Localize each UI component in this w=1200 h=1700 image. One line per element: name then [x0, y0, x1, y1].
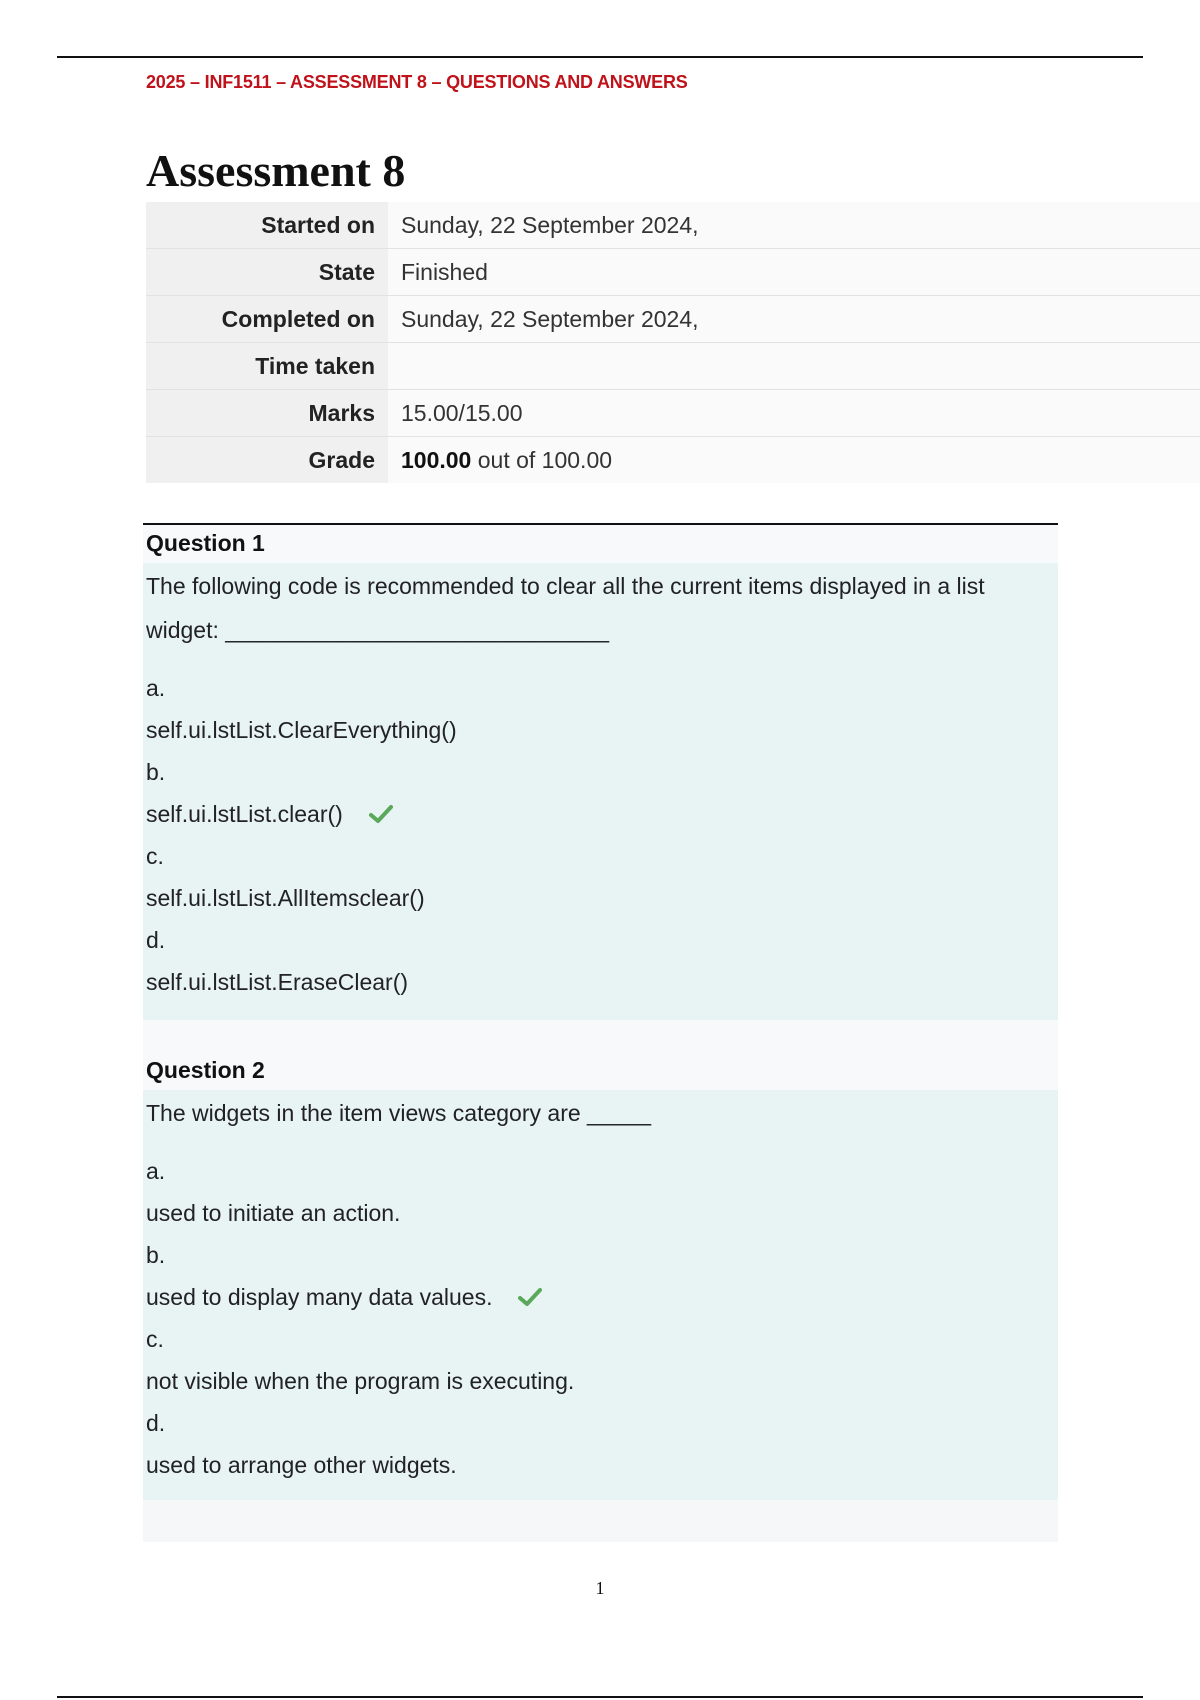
question-body [143, 563, 1058, 1021]
option-letter: d. [146, 927, 166, 953]
summary-row-grade [146, 437, 1200, 483]
question-label: Question 1 [143, 523, 1058, 563]
summary-row-started [146, 202, 1200, 249]
page-title: Assessment 8 [146, 145, 406, 196]
option-text[interactable]: used to arrange other widgets. [146, 1452, 457, 1478]
option-letter: a. [146, 675, 166, 701]
option-text[interactable]: used to display many data values. [146, 1276, 1058, 1318]
summary-value: Sunday, 22 September 2024, [388, 296, 1200, 342]
top-rule [57, 56, 1143, 58]
summary-row-state [146, 249, 1200, 296]
summary-label: Marks [146, 390, 388, 436]
option-letter: a. [146, 1158, 166, 1184]
summary-label: Completed on [146, 296, 388, 342]
option-text[interactable]: not visible when the program is executing. [146, 1368, 575, 1394]
summary-value [388, 437, 1200, 483]
question-2 [143, 1020, 1058, 1542]
summary-value [388, 343, 1200, 389]
summary-value: Finished [388, 249, 1200, 295]
summary-label: Time taken [146, 343, 388, 389]
question-body [143, 1090, 1058, 1500]
option-text[interactable]: self.ui.lstList.EraseClear() [146, 969, 409, 995]
summary-row-completed [146, 296, 1200, 343]
question-label: Question 2 [143, 1020, 1058, 1090]
option-text[interactable]: self.ui.lstList.ClearEverything() [146, 717, 457, 743]
summary-label: Grade [146, 437, 388, 483]
grade-out-of: out of 100.00 [471, 447, 613, 473]
option-letter: d. [146, 1410, 166, 1436]
question-text: widget: ______________________________ [146, 617, 610, 643]
summary-row-time-taken [146, 343, 1200, 390]
checkmark-icon [369, 804, 393, 824]
summary-label: Started on [146, 202, 388, 248]
question-text: The widgets in the item views category are _____ [146, 1100, 651, 1126]
question-1 [143, 523, 1058, 1021]
option-text[interactable]: self.ui.lstList.AllItemsclear() [146, 885, 425, 911]
question-footer-strip [143, 1500, 1058, 1542]
attempt-summary-table [146, 202, 1200, 483]
bottom-rule [57, 1696, 1143, 1698]
option-letter: b. [146, 759, 166, 785]
checkmark-icon [518, 1287, 542, 1307]
option-letter: b. [146, 1242, 166, 1268]
document-header: 2025 – INF1511 – ASSESSMENT 8 – QUESTIONS AND ANSWERS [146, 72, 688, 92]
summary-value: Sunday, 22 September 2024, [388, 202, 1200, 248]
option-text[interactable]: used to initiate an action. [146, 1200, 401, 1226]
option-letter: c. [146, 1326, 164, 1352]
summary-row-marks [146, 390, 1200, 437]
option-letter: c. [146, 843, 164, 869]
page-number: 1 [595, 1578, 605, 1598]
summary-value: 15.00/15.00 [388, 390, 1200, 436]
option-text[interactable]: self.ui.lstList.clear() [146, 793, 1058, 835]
grade-score: 100.00 [401, 447, 472, 473]
question-text: The following code is recommended to clear all the current items displayed in a list [146, 573, 985, 599]
summary-label: State [146, 249, 388, 295]
